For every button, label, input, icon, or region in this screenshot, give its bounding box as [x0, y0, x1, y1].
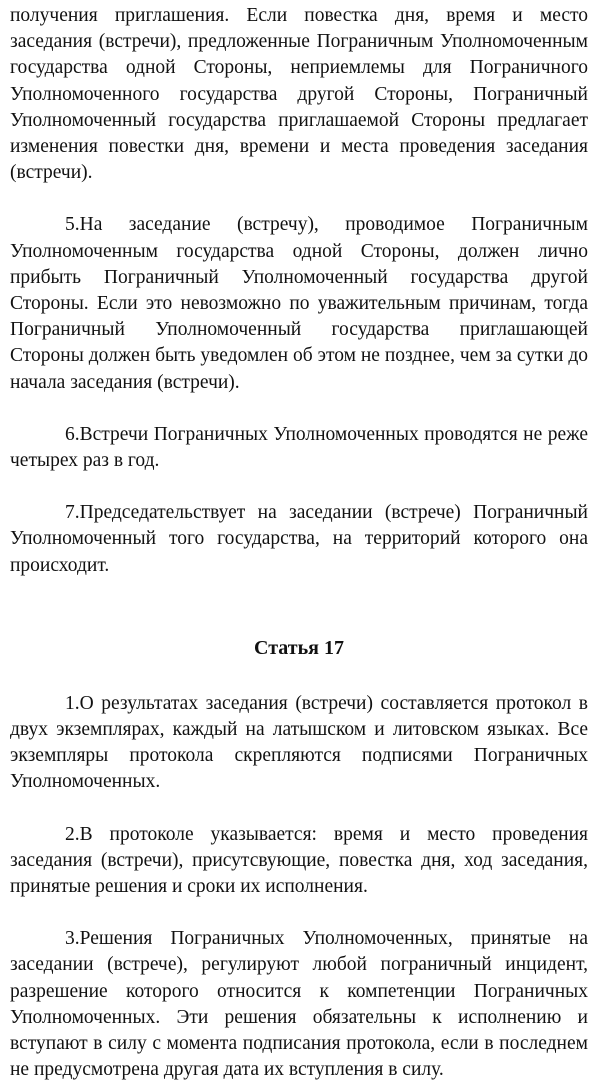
article16-item-7: 7.Председательствует на заседании (встрече) Пограничный Уполномоченный того государства, на территорий которого она происходит. — [10, 502, 588, 576]
section-spacer — [10, 579, 588, 635]
article17-item-3: 3.Решения Пограничных Уполномоченных, принятые на заседании (встрече), регулируют любой пограничный инцидент, разрешение которого относится к компетенции Пограничных Уполномоченных. Эти решения обязательны к исполнению и вступают в силу с момента подписания протокола, если в последнем не предусмотрена другая дата их вступления в силу. — [10, 928, 588, 1081]
paragraph-spacer — [10, 396, 588, 422]
paragraph-spacer — [10, 900, 588, 926]
article16-item-6: 6.Встречи Пограничных Уполномоченных проводятся не реже четырех раз в год. — [10, 423, 588, 472]
article17-item-1: 1.О результатах заседания (встречи) составляется протокол в двух экземплярах, каждый на латышском и литовском языках. Все экземпляры протокола скрепляются подписями Пограничных Уполномоченных. — [10, 692, 588, 793]
paragraph-spacer — [10, 474, 588, 500]
article17-item-2: 2.В протоколе указывается: время и место проведения заседания (встречи), присутсвующие, повестка дня, ход заседания, принятые решения и сроки их исполнения. — [10, 823, 588, 898]
continuation-paragraph: получения приглашения. Если повестка дня, время и место заседания (встречи), предложенные Пограничным Уполномоченным государства одной Стороны, неприемлемы для Пограничного Уполномоченного государства другой Стороны, Пограничный Уполномоченный государства приглашаемой Стороны предлагает изменения повестки дня, времени и места проведения заседания (встречи). — [10, 5, 588, 184]
paragraph-spacer — [10, 796, 588, 822]
paragraph-spacer — [10, 186, 588, 212]
article-heading: Статья 17 — [254, 636, 344, 659]
document-page — [10, 0, 588, 1084]
article16-item-5: 5.На заседание (встречу), проводимое Пограничным Уполномоченным государства одной Стороны, должен лично прибыть Пограничный Уполномоченный государства другой Стороны. Если это невозможно по уважительным причинам, тогда Пограничный Уполномоченный государства приглашающей Стороны должен быть уведомлен об этом не позднее, чем за сутки до начала заседания (встречи). — [10, 214, 588, 393]
paragraph-spacer — [10, 661, 588, 691]
